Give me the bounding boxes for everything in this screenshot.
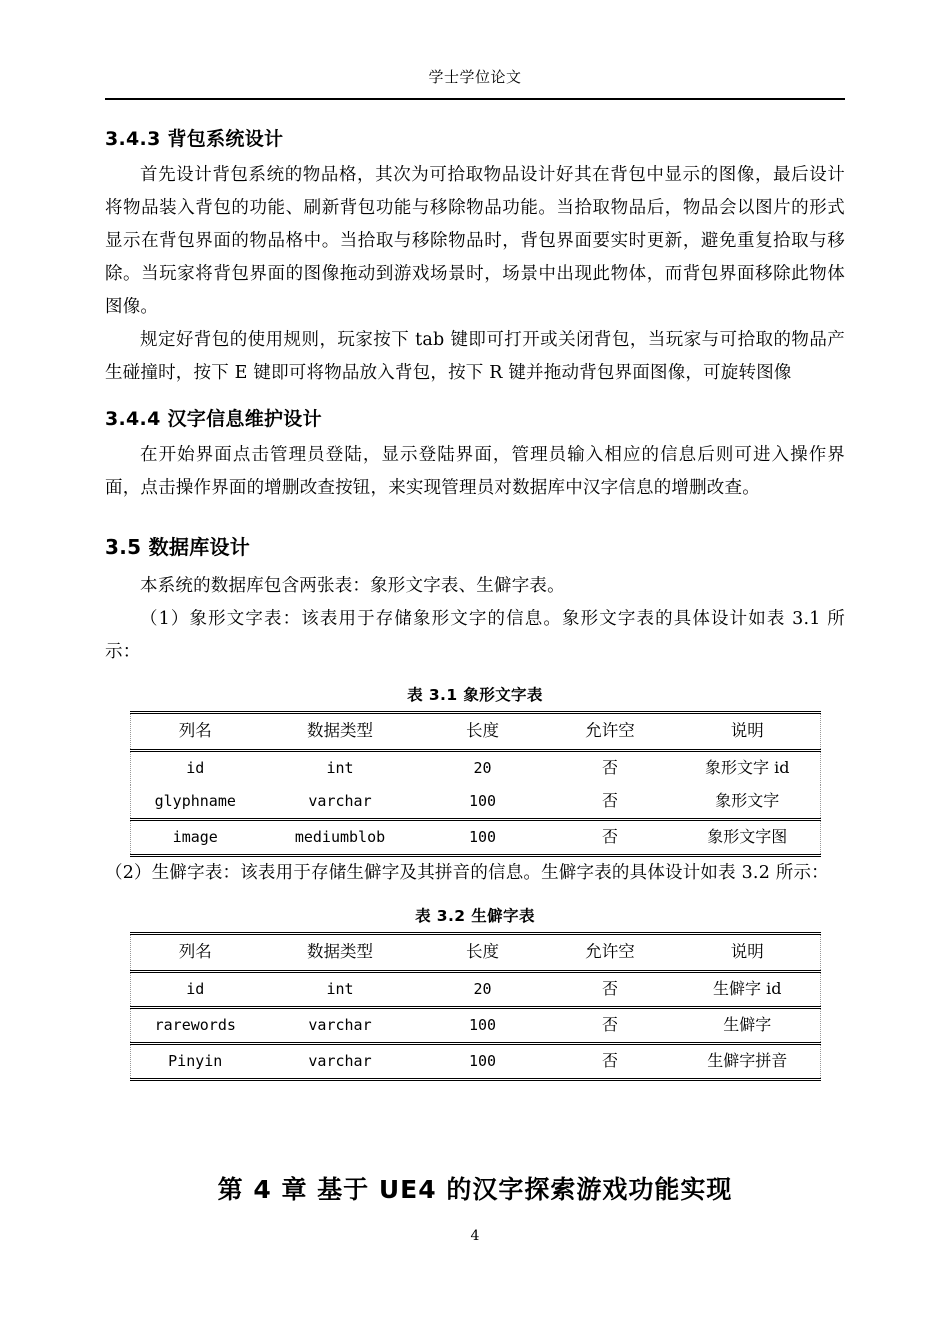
cell-nullable: 否: [545, 972, 675, 1008]
cell-desc: 象形文字: [675, 785, 820, 820]
chapter-title: 第 4 章 基于 UE4 的汉字探索游戏功能实现: [217, 1175, 733, 1204]
heading-3-5: 3.5 数据库设计: [105, 535, 251, 559]
paragraph-3-4-3-2: 规定好背包的使用规则，玩家按下 tab 键即可打开或关闭背包，当玩家与可拾取的物品产生碰撞时，按下 E 键即可将物品放入背包，按下 R 键并拖动背包界面图像，可旋转图像: [105, 330, 845, 383]
cell-nullable: 否: [545, 1008, 675, 1044]
cell-desc: 象形文字图: [675, 820, 820, 856]
table-3-2-block: [105, 904, 845, 1081]
cell-nullable: 否: [545, 1044, 675, 1080]
cell-nullable: 否: [545, 785, 675, 820]
header-divider: [105, 98, 845, 100]
cell-name: glyphname: [130, 785, 260, 820]
table-3-1: [130, 711, 821, 857]
table-row: [130, 972, 820, 1008]
table-row: [130, 1008, 820, 1044]
page-content: [105, 110, 845, 1081]
table-row: [130, 820, 820, 856]
cell-type: varchar: [260, 1008, 420, 1044]
cell-length: 100: [420, 785, 545, 820]
table-3-2-col-0: 列名: [130, 934, 260, 972]
paragraph-db-item-2: （2）生僻字表：该表用于存储生僻字及其拼音的信息。生僻字表的具体设计如表 3.2 所示：: [105, 863, 829, 883]
cell-name: id: [130, 972, 260, 1008]
cell-type: varchar: [260, 785, 420, 820]
table-3-1-block: [105, 683, 845, 857]
cell-nullable: 否: [601, 758, 618, 777]
table-3-1-col-0: 列名: [130, 713, 260, 751]
cell-desc: 生僻字 id: [675, 972, 820, 1008]
table-3-2-col-3: 允许空: [545, 934, 675, 972]
paragraph-db-item-1: （1）象形文字表：该表用于存储象形文字的信息。象形文字表的具体设计如表 3.1 所示：: [105, 609, 845, 662]
cell-name: Pinyin: [130, 1044, 260, 1080]
paragraph-3-4-4-1: 在开始界面点击管理员登陆，显示登陆界面，管理员输入相应的信息后则可进入操作界面，点击操作界面的增删改查按钮，来实现管理员对数据库中汉字信息的增删改查。: [105, 445, 845, 498]
table-3-2-col-1: 数据类型: [260, 934, 420, 972]
table-row: [130, 751, 820, 786]
running-header: 学士学位论文: [428, 68, 522, 86]
cell-desc: 生僻字拼音: [675, 1044, 820, 1080]
cell-length: 100: [420, 1044, 545, 1080]
cell-length: 100: [420, 1008, 545, 1044]
cell-type: varchar: [260, 1044, 420, 1080]
cell-type: int: [326, 759, 354, 777]
table-3-1-col-4: 说明: [675, 713, 820, 751]
cell-nullable: 否: [545, 820, 675, 856]
cell-type: mediumblob: [260, 820, 420, 856]
table-row-header: [130, 713, 820, 751]
table-3-1-caption: 表 3.1 象形文字表: [407, 686, 543, 704]
table-3-1-col-2: 长度: [420, 713, 545, 751]
heading-3-4-3: 3.4.3 背包系统设计: [105, 128, 284, 150]
cell-length: 100: [420, 820, 545, 856]
heading-3-4-4: 3.4.4 汉字信息维护设计: [105, 408, 322, 430]
table-3-2-col-2: 长度: [420, 934, 545, 972]
paragraph-3-4-3-1: 首先设计背包系统的物品格，其次为可拾取物品设计好其在背包中显示的图像，最后设计将物品装入背包的功能、刷新背包功能与移除物品功能。当拾取物品后，物品会以图片的形式显示在背包界面的物品格中。当拾取与移除物品时，背包界面要实时更新，避免重复拾取与移除。当玩家将背包界面的图像拖动到游戏场景时，场景中出现此物体，而背包界面移除此物体图像。: [105, 165, 845, 317]
table-row: [130, 785, 820, 820]
table-3-1-col-1: 数据类型: [260, 713, 420, 751]
table-row: [130, 1044, 820, 1080]
table-row-header: [130, 934, 820, 972]
page-number: 4: [470, 1228, 480, 1244]
cell-length: 20: [420, 972, 545, 1008]
table-3-2: [130, 932, 821, 1081]
cell-name: rarewords: [130, 1008, 260, 1044]
cell-type: int: [260, 972, 420, 1008]
cell-desc: 象形文字 id: [705, 758, 790, 777]
table-3-2-col-4: 说明: [675, 934, 820, 972]
cell-name: id: [186, 759, 205, 777]
cell-length: 20: [473, 759, 492, 777]
paragraph-db-intro: 本系统的数据库包含两张表：象形文字表、生僻字表。: [140, 576, 565, 596]
table-3-2-caption: 表 3.2 生僻字表: [415, 907, 535, 925]
cell-name: image: [130, 820, 260, 856]
cell-desc: 生僻字: [675, 1008, 820, 1044]
table-3-1-col-3: 允许空: [545, 713, 675, 751]
